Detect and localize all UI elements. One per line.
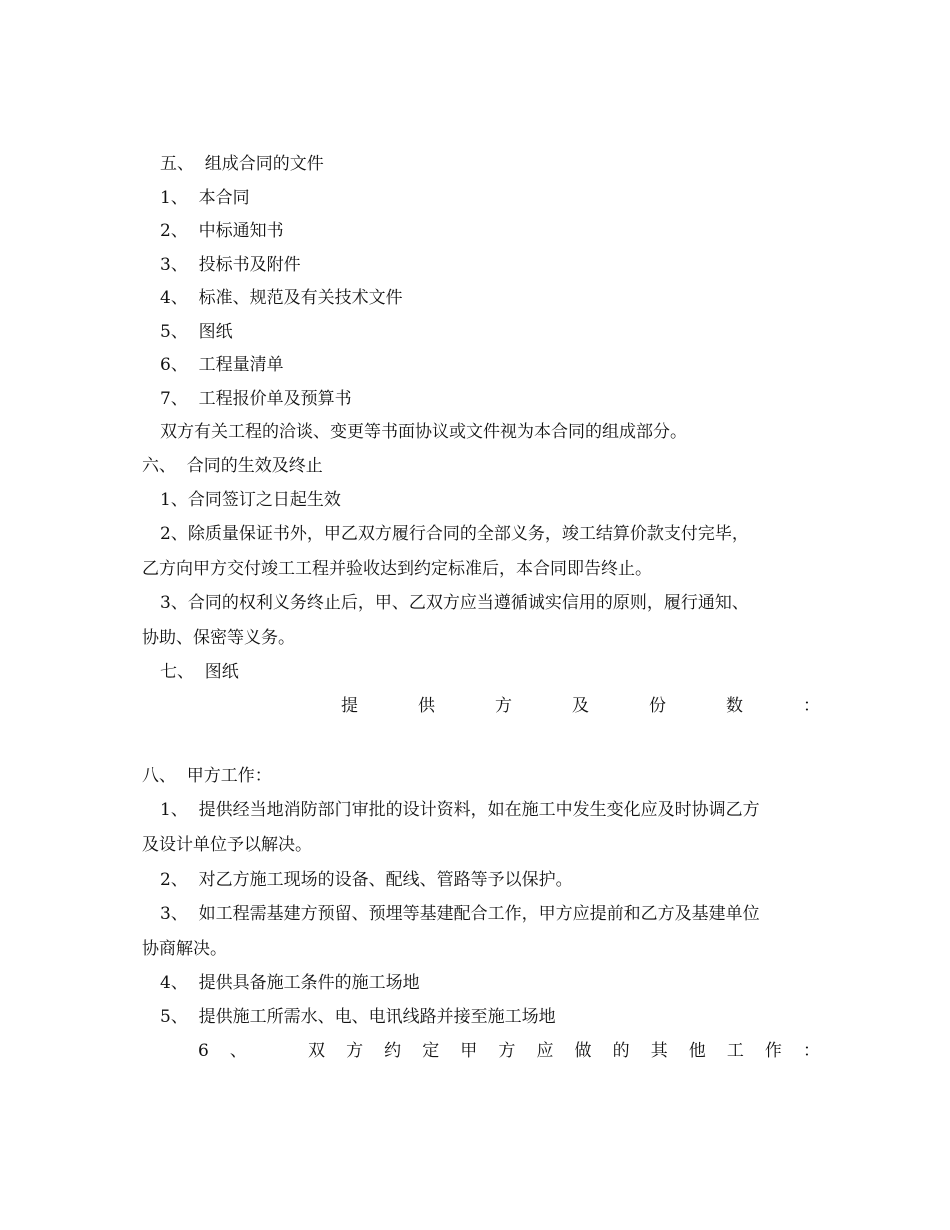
provider-char: ： (803, 696, 820, 716)
section-5-note: 双方有关工程的洽谈、变更等书面协议或文件视为本合同的组成部分。 (160, 422, 687, 442)
section-5-item-5: 5、 图纸 (160, 322, 233, 342)
item-6-char: 应 (536, 1041, 554, 1061)
section-5-item-1: 1、 本合同 (160, 188, 250, 208)
item-6-char: 做 (574, 1041, 592, 1061)
section-6-clause-2-line-2: 乙方向甲方交付竣工工程并验收达到约定标准后，本合同即告终止。 (142, 559, 652, 579)
item-6-char: 双 (307, 1041, 325, 1061)
provider-char: 数 (726, 696, 743, 716)
item-6-char: 工 (726, 1041, 744, 1061)
item-6-char: 其 (650, 1041, 668, 1061)
provider-char: 提 (341, 696, 358, 716)
section-5-item-3: 3、 投标书及附件 (160, 255, 301, 275)
section-8-item-3-line-1: 3、 如工程需基建方预留、预埋等基建配合工作，甲方应提前和乙方及基建单位 (160, 904, 760, 924)
section-8-item-4: 4、 提供具备施工条件的施工场地 (160, 973, 420, 993)
item-6-char: 6 (198, 1041, 209, 1061)
section-5-item-7: 7、 工程报价单及预算书 (160, 389, 352, 409)
section-8-item-6-line (198, 1040, 820, 1062)
section-5-item-2: 2、 中标通知书 (160, 221, 284, 241)
section-8-item-1-line-1: 1、 提供经当地消防部门审批的设计资料，如在施工中发生变化应及时协调乙方 (160, 800, 760, 820)
section-5-item-4: 4、 标准、规范及有关技术文件 (160, 288, 403, 308)
section-7-provider-line (341, 695, 820, 717)
provider-char: 份 (649, 696, 666, 716)
section-6-clause-2-line-1: 2、除质量保证书外，甲乙双方履行合同的全部义务，竣工结算价款支付完毕， (160, 524, 749, 544)
item-6-char: 、 (229, 1041, 247, 1061)
section-8-item-5: 5、 提供施工所需水、电、电讯线路并接至施工场地 (160, 1007, 556, 1027)
section-5-heading: 五、 组成合同的文件 (160, 154, 324, 174)
section-5-item-6: 6、 工程量清单 (160, 355, 284, 375)
section-8-item-3-line-2: 协商解决。 (142, 939, 227, 959)
section-8-item-2: 2、 对乙方施工现场的设备、配线、管路等予以保护。 (160, 870, 573, 890)
section-6-clause-3-line-2: 协助、保密等义务。 (142, 628, 295, 648)
item-6-char: 他 (688, 1041, 706, 1061)
item-6-char: 的 (612, 1041, 630, 1061)
item-6-char: 甲 (460, 1041, 478, 1061)
section-6-clause-3-line-1: 3、合同的权利义务终止后，甲、乙双方应当遵循诚实信用的原则，履行通知、 (160, 593, 749, 613)
section-6-heading: 六、 合同的生效及终止 (142, 456, 323, 476)
provider-char: 供 (418, 696, 435, 716)
item-6-char: 方 (346, 1041, 364, 1061)
section-8-item-1-line-2: 及设计单位予以解决。 (142, 835, 312, 855)
item-6-char: ： (803, 1041, 820, 1061)
item-6-char: 定 (422, 1041, 440, 1061)
item-6-char: 方 (498, 1041, 516, 1061)
section-7-heading: 七、 图纸 (160, 662, 239, 682)
item-6-char: 作 (764, 1041, 782, 1061)
provider-char: 及 (572, 696, 589, 716)
item-6-char: 约 (384, 1041, 402, 1061)
section-8-heading: 八、 甲方工作： (142, 766, 272, 786)
provider-char: 方 (495, 696, 512, 716)
section-6-clause-1: 1、合同签订之日起生效 (160, 490, 341, 510)
